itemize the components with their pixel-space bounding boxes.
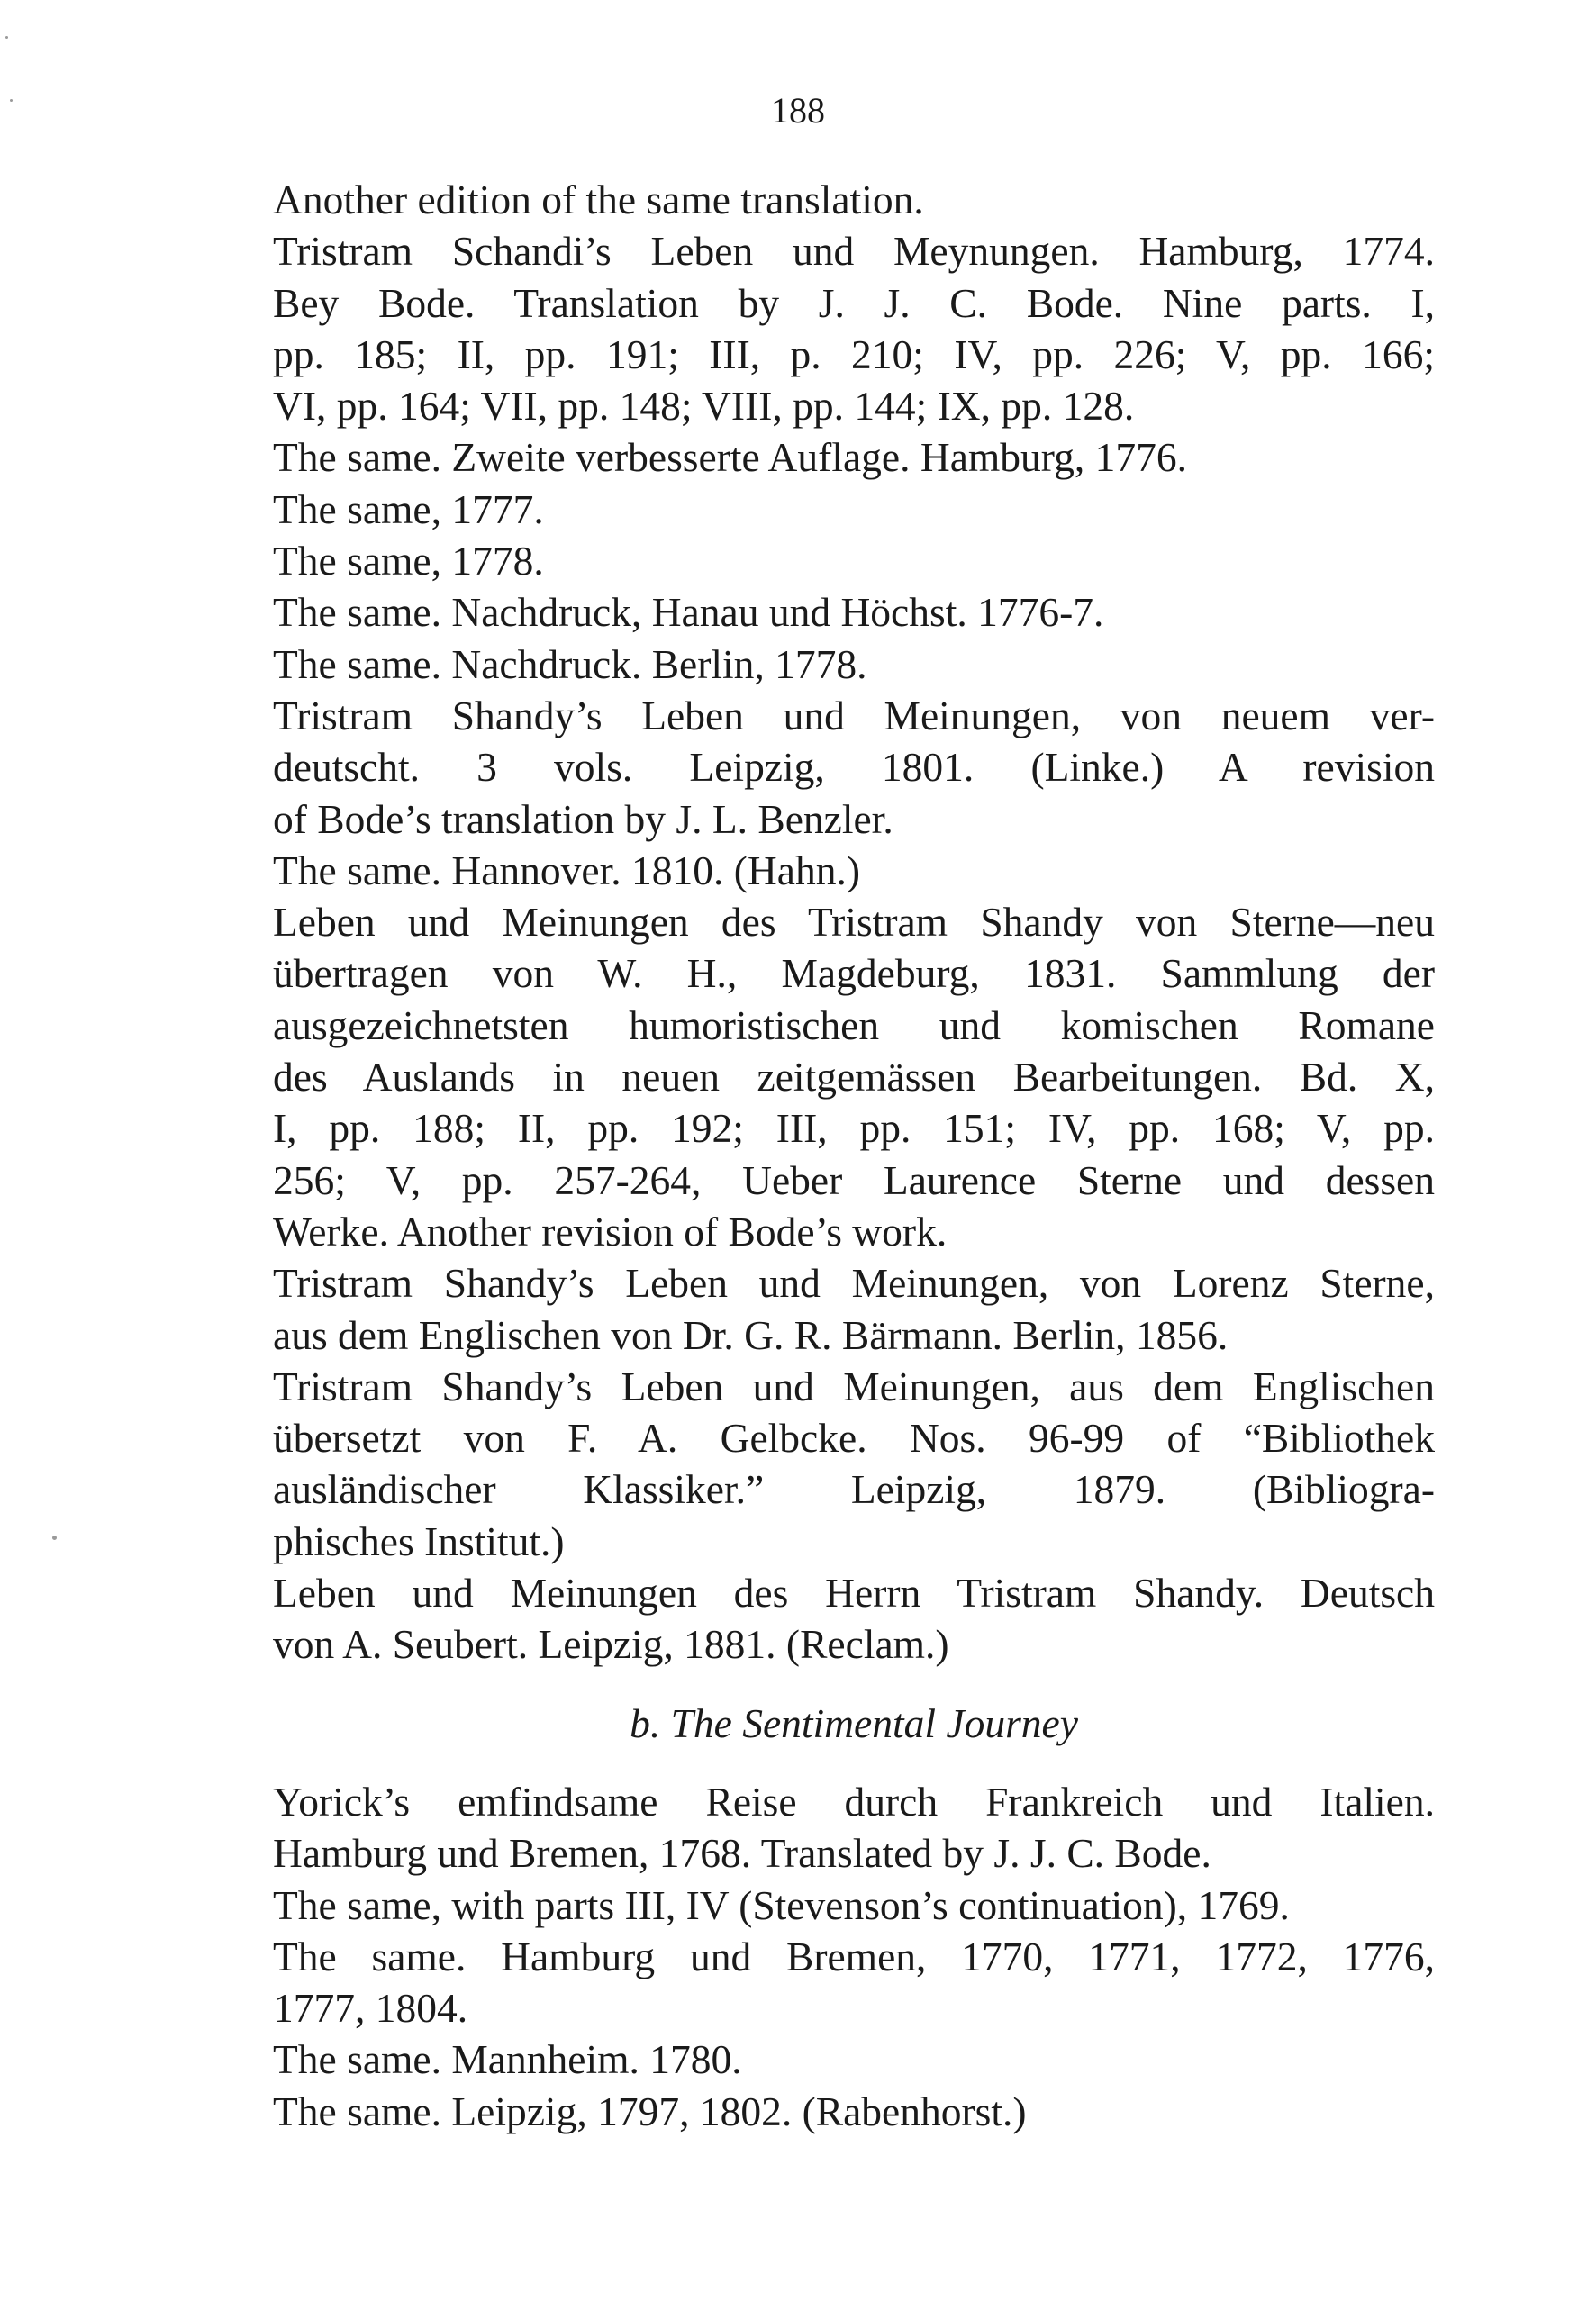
entry-line: Tristram Shandy’s Leben und Meinungen, von neuem ver- (273, 692, 1435, 738)
entry-line: The same, with parts III, IV (Stevenson’s continuation), 1769. (273, 1881, 1290, 1928)
bibliography-entry (273, 1880, 1435, 1931)
bibliography-entry (273, 2034, 1435, 2085)
entry-line: The same. Zweite verbesserte Auflage. Hamburg, 1776. (273, 434, 1187, 481)
entry-list-sentimental-journey (273, 1776, 1435, 2137)
bibliography-entry (273, 535, 1435, 586)
scan-speck (52, 1536, 57, 1540)
entry-line: The same. Nachdruck, Hanau und Höchst. 1776-7. (273, 589, 1104, 636)
bibliography-entry (273, 2086, 1435, 2137)
bibliography-entry (273, 845, 1435, 896)
bibliography-entry (273, 639, 1435, 690)
bibliography-text (273, 174, 1435, 2137)
entry-line: phisches Institut.) (273, 1517, 565, 1564)
entry-line: 1777, 1804. (273, 1985, 468, 2032)
entry-line: Another edition of the same translation. (273, 177, 924, 222)
entry-line: The same. Nachdruck. Berlin, 1778. (273, 640, 867, 687)
bibliography-entry (273, 1931, 1435, 2034)
entry-line: The same, 1777. (273, 485, 544, 532)
entry-line: Yorick’s emfindsame Reise durch Frankreich und Italien. (273, 1778, 1435, 1825)
entry-line: The same. Mannheim. 1780. (273, 2036, 742, 2083)
entry-line: VI, pp. 164; VII, pp. 148; VIII, pp. 144; IX, pp. 128. (273, 383, 1135, 430)
entry-line: übertragen von W. H., Magdeburg, 1831. Sammlung der (273, 950, 1435, 997)
bibliography-entry (273, 484, 1435, 535)
entry-line: Hamburg und Bremen, 1768. Translated by J. J. C. Bode. (273, 1830, 1211, 1877)
entry-line: aus dem Englischen von Dr. G. R. Bärmann. Berlin, 1856. (273, 1311, 1229, 1358)
entry-line: The same. Leipzig, 1797, 1802. (Rabenhorst.) (273, 2088, 1027, 2134)
bibliography-entry (273, 1776, 1435, 1880)
bibliography-entry (273, 174, 1435, 225)
entry-line: of Bode’s translation by J. L. Benzler. (273, 795, 893, 842)
bibliography-entry (273, 1361, 1435, 1567)
bibliography-entry (273, 690, 1435, 845)
entry-line: Tristram Schandi’s Leben und Meynungen. Hamburg, 1774. (273, 228, 1435, 275)
bibliography-entry (273, 1257, 1435, 1361)
scan-speck (10, 99, 13, 102)
entry-line: Bey Bode. Translation by J. J. C. Bode. Nine parts. I, (273, 279, 1435, 326)
page-number: 188 (771, 90, 825, 131)
entry-line: ausländischer Klassiker.” Leipzig, 1879. (Bibliogra- (273, 1466, 1435, 1513)
entry-line: deutscht. 3 vols. Leipzig, 1801. (Linke.) A revision (273, 744, 1435, 791)
entry-line: The same. Hannover. 1810. (Hahn.) (273, 847, 860, 893)
entry-line: pp. 185; II, pp. 191; III, p. 210; IV, pp. 226; V, pp. 166; (273, 331, 1435, 377)
entry-line: I, pp. 188; II, pp. 192; III, pp. 151; IV, pp. 168; V, pp. (273, 1105, 1435, 1152)
entry-line: des Auslands in neuen zeitgemässen Bearbeitungen. Bd. X, (273, 1054, 1435, 1101)
entry-line: The same, 1778. (273, 538, 544, 584)
bibliography-entry (273, 1567, 1435, 1671)
entry-line: Tristram Shandy’s Leben und Meinungen, von Lorenz Sterne, (273, 1260, 1435, 1307)
entry-line: 256; V, pp. 257-264, Ueber Laurence Sterne und dessen (273, 1156, 1435, 1203)
entry-line: übersetzt von F. A. Gelbcke. Nos. 96-99 of “Bibliothek (273, 1415, 1435, 1462)
entry-list-tristram-shandy (273, 174, 1435, 1671)
entry-line: Leben und Meinungen des Herrn Tristram Shandy. Deutsch (273, 1570, 1435, 1617)
bibliography-entry (273, 896, 1435, 1257)
entry-line: Werke. Another revision of Bode’s work. (273, 1208, 948, 1255)
section-heading: b. The Sentimental Journey (630, 1699, 1078, 1746)
bibliography-entry (273, 586, 1435, 638)
entry-line: Leben und Meinungen des Tristram Shandy von Sterne—neu (273, 899, 1435, 946)
entry-line: ausgezeichnetsten humoristischen und komischen Romane (273, 1001, 1435, 1048)
bibliography-entry (273, 431, 1435, 483)
entry-line: von A. Seubert. Leipzig, 1881. (Reclam.) (273, 1621, 949, 1668)
bibliography-entry (273, 225, 1435, 431)
entry-line: The same. Hamburg und Bremen, 1770, 1771, 1772, 1776, (273, 1933, 1435, 1979)
entry-line: Tristram Shandy’s Leben und Meinungen, aus dem Englischen (273, 1363, 1435, 1409)
scan-speck (5, 36, 8, 39)
